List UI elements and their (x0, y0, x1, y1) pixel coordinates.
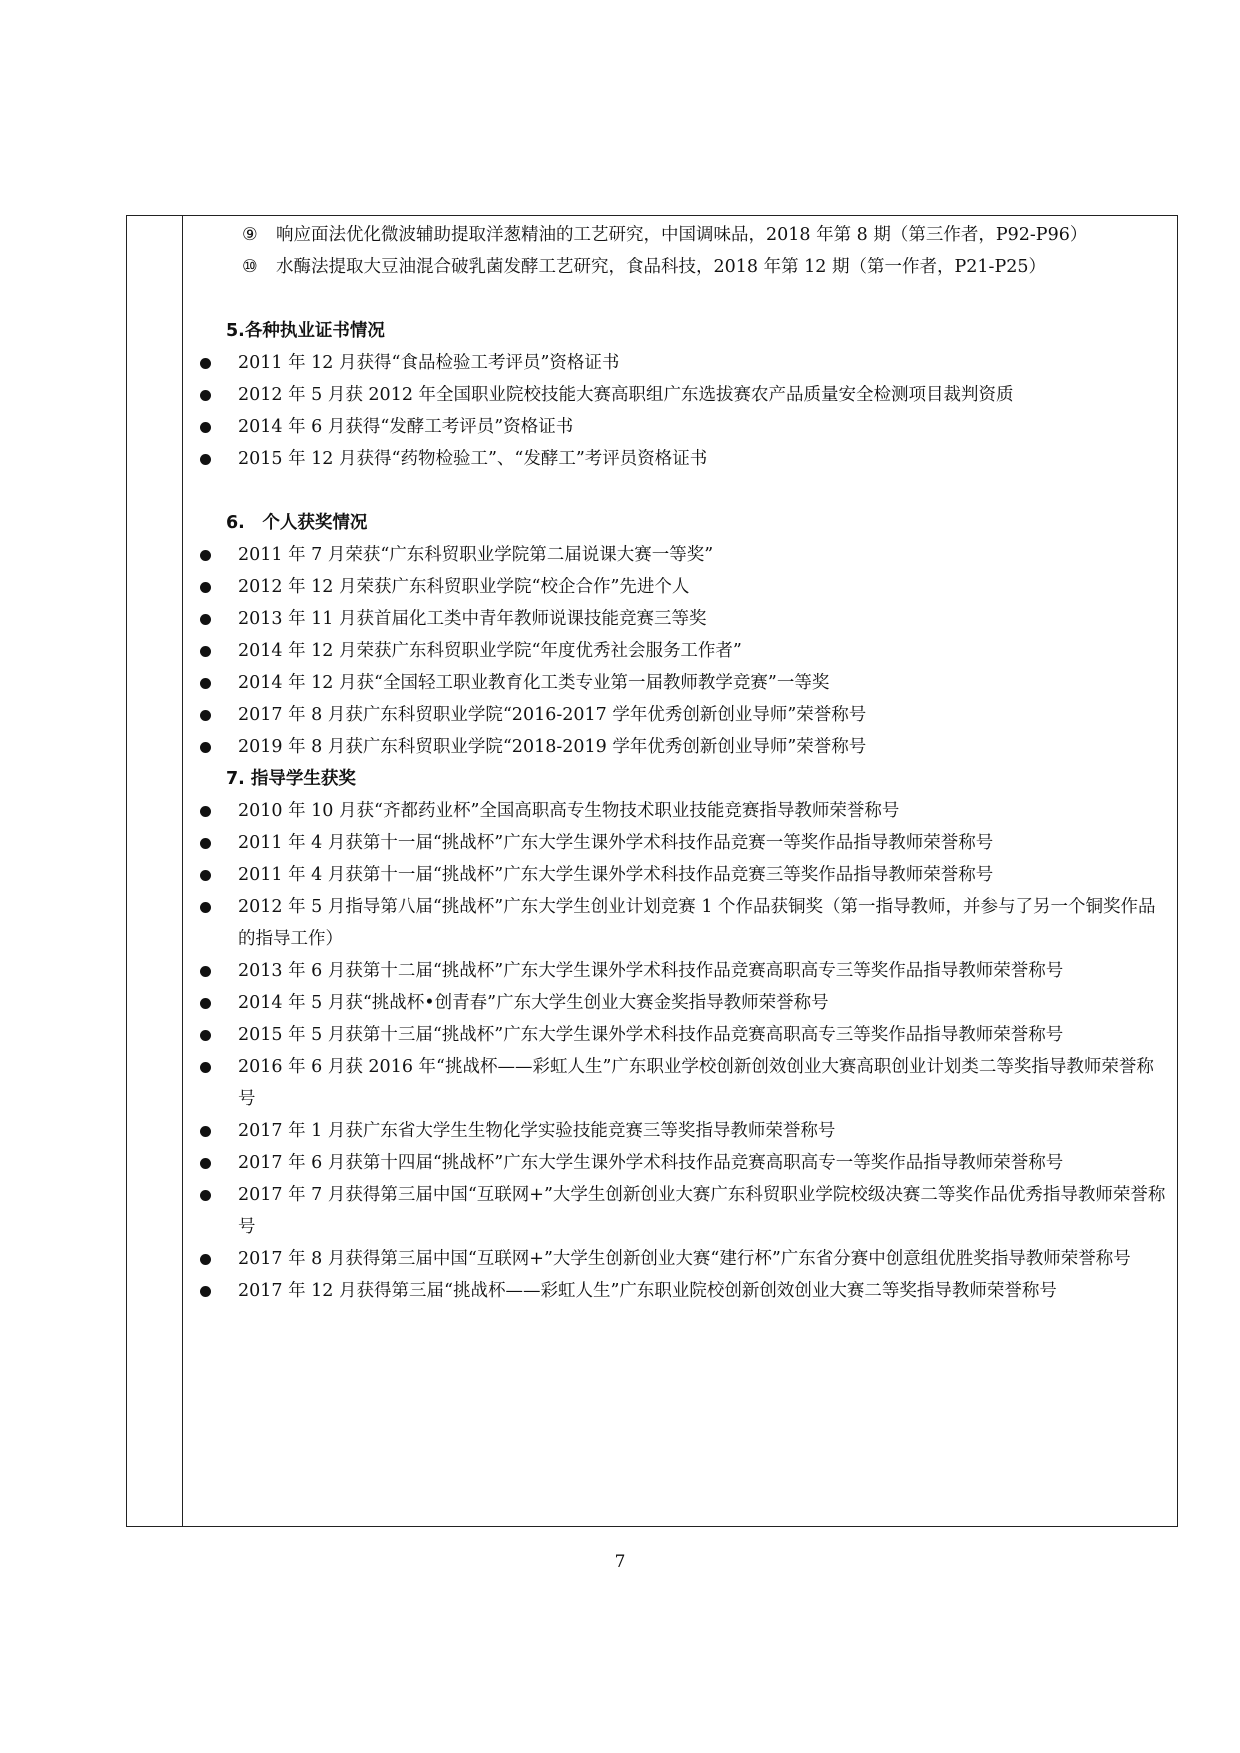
spacer (196, 475, 1168, 507)
bullet-icon (200, 710, 211, 721)
list-item (196, 987, 1168, 1019)
list-item (196, 347, 1168, 379)
list-item-text: 2017 年 7 月获得第三届中国“互联网+”大学生创新创业大赛广东科贸职业学院校级决赛二等奖作品优秀指导教师荣誉称号 (238, 1185, 1166, 1237)
list-item-text: 2011 年 7 月荣获“广东科贸职业学院第二届说课大赛一等奖” (238, 545, 714, 565)
list-item (196, 795, 1168, 827)
certificate-list (196, 347, 1168, 475)
bullet-icon (200, 1158, 211, 1169)
list-item-text: 2017 年 8 月获得第三届中国“互联网+”大学生创新创业大赛“建行杯”广东省分赛中创意组优胜奖指导教师荣誉称号 (238, 1249, 1131, 1269)
bullet-icon (200, 646, 211, 657)
list-item-text: 2011 年 12 月获得“食品检验工考评员”资格证书 (238, 353, 620, 373)
bullet-icon (200, 678, 211, 689)
list-item (196, 1275, 1168, 1307)
bullet-icon (200, 390, 211, 401)
list-item (196, 603, 1168, 635)
personal-award-list (196, 539, 1168, 763)
list-item-text: 2011 年 4 月获第十一届“挑战杯”广东大学生课外学术科技作品竞赛一等奖作品指导教师荣誉称号 (238, 833, 994, 853)
bullet-icon (200, 358, 211, 369)
bullet-icon (200, 998, 211, 1009)
list-item-text: 2014 年 12 月荣获广东科贸职业学院“年度优秀社会服务工作者” (238, 641, 742, 661)
table-column-divider (182, 215, 183, 1527)
list-item (196, 1179, 1168, 1243)
section-heading-personal-awards: 6. 个人获奖情况 (226, 513, 368, 533)
list-item (196, 699, 1168, 731)
paper-item (196, 219, 1168, 251)
page-number: 7 (614, 1552, 626, 1572)
list-item (196, 571, 1168, 603)
list-item-text: 2016 年 6 月获 2016 年“挑战杯——彩虹人生”广东职业学校创新创效创业大赛高职创业计划类二等奖指导教师荣誉称号 (238, 1057, 1154, 1109)
list-item (196, 539, 1168, 571)
list-item (196, 411, 1168, 443)
list-item (196, 1019, 1168, 1051)
list-item-text: 2010 年 10 月获“齐都药业杯”全国高职高专生物技术职业技能竞赛指导教师荣誉称号 (238, 801, 900, 821)
bullet-icon (200, 1190, 211, 1201)
list-item-text: 2015 年 12 月获得“药物检验工”、“发酵工”考评员资格证书 (238, 449, 708, 469)
section-heading-certificates: 5.各种执业证书情况 (226, 321, 385, 341)
list-item-text: 2014 年 5 月获“挑战杯•创青春”广东大学生创业大赛金奖指导教师荣誉称号 (238, 993, 829, 1013)
list-item (196, 1115, 1168, 1147)
list-item (196, 1051, 1168, 1115)
bullet-icon (200, 870, 211, 881)
bullet-icon (200, 1062, 211, 1073)
bullet-icon (200, 454, 211, 465)
section-heading-student-awards: 7. 指导学生获奖 (226, 769, 356, 789)
bullet-icon (200, 550, 211, 561)
bullet-icon (200, 582, 211, 593)
list-item (196, 731, 1168, 763)
list-item (196, 379, 1168, 411)
bullet-icon (200, 966, 211, 977)
bullet-icon (200, 902, 211, 913)
list-item-text: 2012 年 5 月指导第八届“挑战杯”广东大学生创业计划竞赛 1 个作品获铜奖（第一指导教师，并参与了另一个铜奖作品的指导工作） (238, 897, 1156, 949)
list-item (196, 443, 1168, 475)
list-item-text: 2017 年 12 月获得第三届“挑战杯——彩虹人生”广东职业院校创新创效创业大赛二等奖指导教师荣誉称号 (238, 1281, 1057, 1301)
list-item (196, 955, 1168, 987)
list-item (196, 859, 1168, 891)
bullet-icon (200, 806, 211, 817)
bullet-icon (200, 1126, 211, 1137)
bullet-icon (200, 742, 211, 753)
list-item-text: 2014 年 6 月获得“发酵工考评员”资格证书 (238, 417, 574, 437)
list-item-text: 2011 年 4 月获第十一届“挑战杯”广东大学生课外学术科技作品竞赛三等奖作品指导教师荣誉称号 (238, 865, 994, 885)
list-item-text: 2013 年 11 月获首届化工类中青年教师说课技能竞赛三等奖 (238, 609, 707, 629)
list-item (196, 1147, 1168, 1179)
list-item (196, 827, 1168, 859)
list-item (196, 1243, 1168, 1275)
student-award-list (196, 795, 1168, 1307)
paper-number: ⑨ (242, 225, 258, 245)
list-item (196, 891, 1168, 955)
bullet-icon (200, 1030, 211, 1041)
paper-number: ⑩ (242, 257, 258, 277)
paper-text: 水酶法提取大豆油混合破乳菌发酵工艺研究，食品科技，2018 年第 12 期（第一作者，P21-P25） (276, 257, 1046, 277)
list-item-text: 2015 年 5 月获第十三届“挑战杯”广东大学生课外学术科技作品竞赛高职高专三等奖作品指导教师荣誉称号 (238, 1025, 1064, 1045)
content-cell (196, 219, 1168, 1307)
bullet-icon (200, 1254, 211, 1265)
bullet-icon (200, 838, 211, 849)
list-item-text: 2017 年 8 月获广东科贸职业学院“2016-2017 学年优秀创新创业导师”荣誉称号 (238, 705, 867, 725)
list-item-text: 2017 年 1 月获广东省大学生生物化学实验技能竞赛三等奖指导教师荣誉称号 (238, 1121, 836, 1141)
list-item-text: 2014 年 12 月获“全国轻工职业教育化工类专业第一届教师教学竞赛”一等奖 (238, 673, 830, 693)
bullet-icon (200, 614, 211, 625)
list-item-text: 2013 年 6 月获第十二届“挑战杯”广东大学生课外学术科技作品竞赛高职高专三等奖作品指导教师荣誉称号 (238, 961, 1064, 981)
list-item-text: 2017 年 6 月获第十四届“挑战杯”广东大学生课外学术科技作品竞赛高职高专一等奖作品指导教师荣誉称号 (238, 1153, 1064, 1173)
spacer (196, 283, 1168, 315)
list-item (196, 667, 1168, 699)
list-item-text: 2012 年 5 月获 2012 年全国职业院校技能大赛高职组广东选拔赛农产品质量安全检测项目裁判资质 (238, 385, 1014, 405)
list-item-text: 2019 年 8 月获广东科贸职业学院“2018-2019 学年优秀创新创业导师”荣誉称号 (238, 737, 867, 757)
bullet-icon (200, 422, 211, 433)
list-item-text: 2012 年 12 月荣获广东科贸职业学院“校企合作”先进个人 (238, 577, 690, 597)
list-item (196, 635, 1168, 667)
paper-text: 响应面法优化微波辅助提取洋葱精油的工艺研究，中国调味品，2018 年第 8 期（第三作者，P92-P96） (276, 225, 1088, 245)
bullet-icon (200, 1286, 211, 1297)
paper-item (196, 251, 1168, 283)
